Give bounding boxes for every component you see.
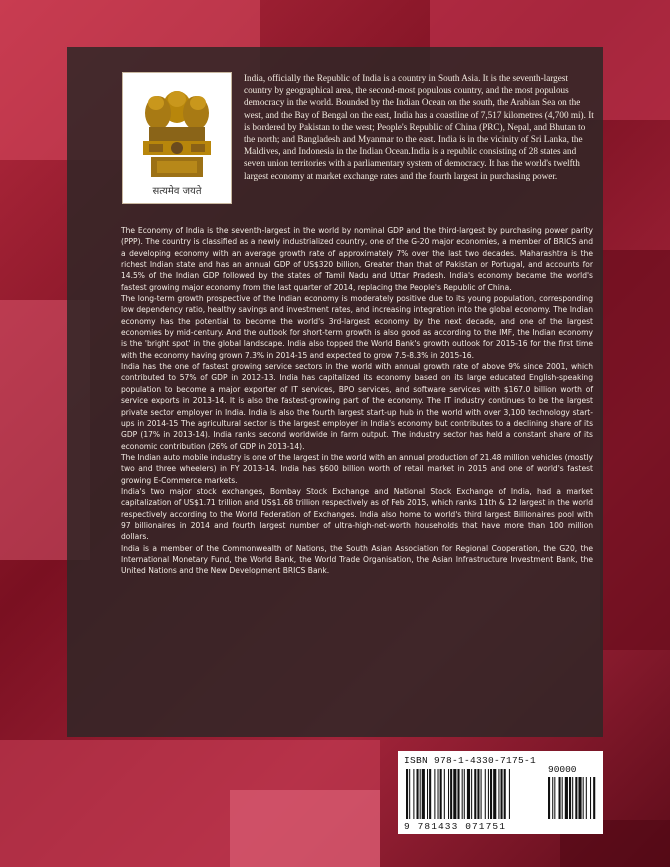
barcode-addon-bar [575,777,577,819]
barcode-bar [457,769,459,819]
barcode-bar [450,769,452,819]
barcode-addon-bar [590,777,591,819]
barcode-addon-bar [586,777,587,819]
barcode-bar [467,769,470,819]
barcode-addon-bar [554,777,555,819]
barcode-bar [406,769,408,819]
barcode-addon-bar [565,777,568,819]
barcode-bar [493,769,496,819]
barcode-bar [448,769,449,819]
lion-capital-icon [123,77,231,182]
bg-shape [600,250,670,650]
body-paragraph: The Indian auto mobile industry is one of the largest in the world with an annual production of 21.48 million vehicles (mostly two and three wheelers) in FY 2013-14. India has $600 billion worth of retail market in 2015 and one of world's fastest growing E-Commerce markets. [121,452,593,485]
barcode-bar [501,769,503,819]
barcode-bar [438,769,439,819]
barcode-bar [509,769,510,819]
barcode-addon-bar [572,777,573,819]
price-code: 90000 [548,764,577,775]
barcode-bar [485,769,486,819]
emblem-motto: सत्यमेव जयते [152,186,202,197]
barcode-addon-bar [559,777,561,819]
barcode-bar [471,769,472,819]
barcode-addon-bar [593,777,595,819]
barcode-bar [453,769,456,819]
barcode-bar [429,769,431,819]
barcode-addon-bar [548,777,550,819]
isbn-number: ISBN 978-1-4330-7175-1 [404,755,537,766]
barcode-addon-bar [569,777,571,819]
barcode-addon-bar [552,777,553,819]
body-paragraph: India has the one of fastest growing service sectors in the world with annual growth rate of above 9% since 2001, which contributed to 57% of GDP in 2012-13. India has capitalized its economy based on its large educated English-speaking population to become a major exporter of IT services, BPO services, and software services with $167.0 billion worth of service exports in 2013-14. It is also the fastest-growing part of the economy. The IT industry continues to be the largest private sector employer in India. India is also the fourth largest start-up hub in the world with over 3,100 technology start-ups in 2014-15 The agricultural sector is the largest employer in India's economy but contributes to a declining share of its GDP (17% in 2013-14). India ranks second worldwide in farm output. The industry sector has held a constant share of its economic contribution (26% of GDP in 2013-14). [121,362,593,451]
ean-digits: 9 781433 071751 [404,821,507,832]
barcode-addon-bar [562,777,563,819]
barcode-bar [417,769,419,819]
barcode-bar [444,769,445,819]
barcode-bar [440,769,442,819]
isbn-barcode [398,751,603,834]
barcode-bar [422,769,425,819]
barcode-bar [474,769,476,819]
barcode-bar [481,769,482,819]
barcode-bar [498,769,499,819]
body-paragraph: The long-term growth prospective of the Indian economy is moderately positive due to its young population, corresponding low dependency ratio, healthy savings and investment rates, and increasing integration into the global economy. The Indian economy has the potential to become the world's 3rd-largest economy by the next decade, and one of the largest economies by mid-century. And the outlook for short-term growth is also good as according to the IMF, the Indian economy is the 'bright spot' in the global landscape. India also topped the World Bank's growth outlook for 2015-16 for the first time with the economy having grown 7.3% in 2014-15 and expected to grow 7.5-8.3% in 2015-16. [121,294,593,360]
barcode-bar [477,769,479,819]
body-paragraph: The Economy of India is the seventh-largest in the world by nominal GDP and the third-largest by purchasing power parity (PPP). The country is classified as a newly industrialized country, one of the G-20 major economies, a member of BRICS and a developing economy with an average growth rate of approximately 7% over the last two decades. Maharashtra is the richest Indian state and has an annual GDP of US$320 billion, Greater than that of Pakistan or Portugal, and accounts for 14.5% of the Indian GDP followed by the states of Tamil Nadu and Uttar Pradesh. India's economy became the world's fastest growing major economy from the last quarter of 2014, replacing the People's Republic of China. [121,226,593,292]
barcode-bar [490,769,492,819]
body-paragraph: India is a member of the Commonwealth of Nations, the South Asian Association for Regional Cooperation, the G20, the International Monetary Fund, the World Bank, the World Trade Organisation, the Asian Infrastructure Investment Bank, the United Nations and the New Development BRICS Bank. [121,543,593,576]
barcode-bar [464,769,465,819]
barcode-bar [462,769,463,819]
barcode-addon-bar [583,777,584,819]
barcode-bar [488,769,489,819]
barcode-bar [409,769,410,819]
intro-paragraph: India, officially the Republic of India is a country in South Asia. It is the seventh-largest country by geographical area, the second-most populous country, and the most populous democracy in the world. Bounded by the Indian Ocean on the south, the Arabian Sea on the west, and the Bay of Bengal on the east, India has a coastline of 7,517 kilometres (4,700 mi). It is bordered by Pakistan to the west; People's Republic of China (PRC), Nepal, and Bhutan to the north; and Bangladesh and Myanmar to the east. India is in the vicinity of Sri Lanka, the Maldives, and Indonesia in the Indian Ocean.India is a republic consisting of 28 states and seven union territories with a parliamentary system of democracy. It has the world's twelfth largest economy at market exchange rates and the fourth largest in purchasing power. [244,73,594,181]
barcode-bar [413,769,414,819]
economy-text [121,225,593,577]
barcode-bar [504,769,506,819]
barcode-bar [420,769,421,819]
bg-shape [230,790,380,867]
national-emblem [122,72,232,204]
barcode-bar [434,769,435,819]
body-paragraph: India's two major stock exchanges, Bombay Stock Exchange and National Stock Exchange of India, had a market capitalization of US$1.71 trillion and US$1.68 trillion respectively as of Feb 2015, which ranks 11th & 12 largest in the world respectively according to the World Federation of Exchanges. India also home to world's third largest Billionaires pool with 97 billionaires in 2014 and fourth largest number of ultra-high-net-worth households that have more than 100 million dollars. [121,486,593,542]
back-cover-panel [67,47,603,737]
barcode-addon-bar [578,777,581,819]
barcode-bar [427,769,428,819]
